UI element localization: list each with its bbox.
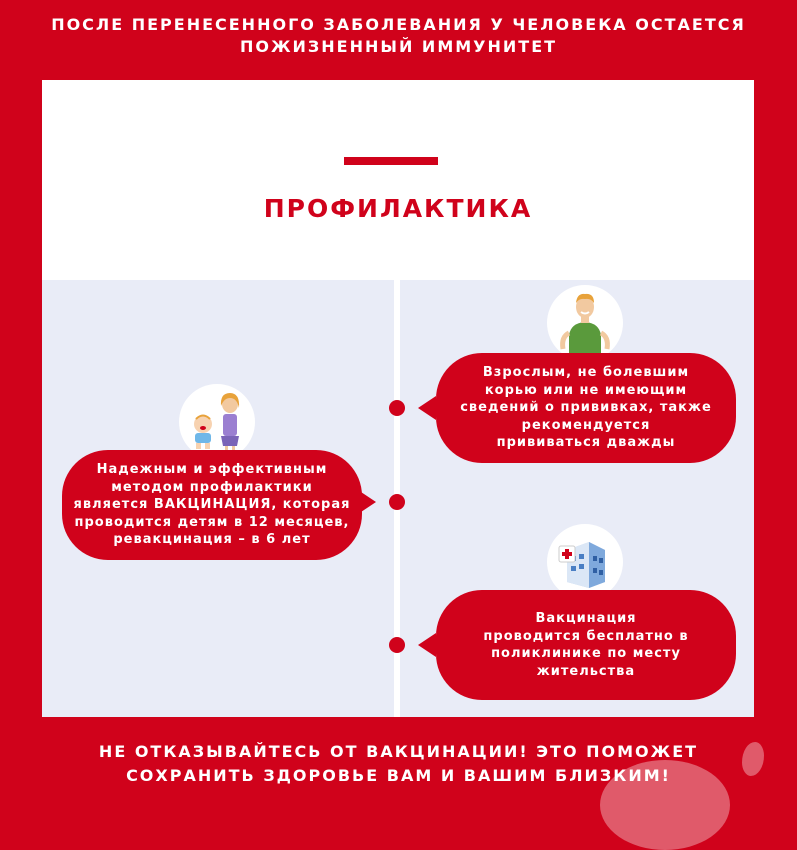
bubble-line: поликлинике по месту <box>491 646 681 661</box>
footer-line: НЕ ОТКАЗЫВАЙТЕСЬ ОТ ВАКЦИНАЦИИ! ЭТО ПОМОЖЕТ <box>98 742 699 761</box>
bubble-line: Взрослым, не болевшим <box>482 365 690 381</box>
bubble-line: методом профилактики <box>111 479 313 495</box>
bubble-line: сведений о прививках, также <box>460 400 712 416</box>
timeline-panel <box>42 280 754 717</box>
bubble-line: прививаться дважды <box>496 435 676 451</box>
bubble-line: корью или не имеющим <box>484 382 688 398</box>
timeline-dot <box>389 400 405 416</box>
header-line: ПОСЛЕ ПЕРЕНЕСЕННОГО ЗАБОЛЕВАНИЯ У ЧЕЛОВЕКА ОСТАЕТСЯ <box>51 15 746 34</box>
header-line: ПОЖИЗНЕННЫЙ ИММУНИТЕТ <box>239 37 558 56</box>
bubble-line: ревакцинация – в 6 лет <box>113 532 311 548</box>
bubble-line: рекомендуется <box>521 417 651 433</box>
info-bubble <box>62 450 362 560</box>
section-title: ПРОФИЛАКТИКА <box>263 194 533 223</box>
header-text <box>40 14 757 58</box>
adult-man-icon <box>547 285 623 361</box>
hospital-icon <box>547 524 623 600</box>
timeline-dot <box>389 494 405 510</box>
bubble-tail <box>418 396 436 420</box>
bubble-line: Надежным и эффективным <box>96 462 328 478</box>
info-bubble <box>436 590 736 700</box>
bubble-line: проводится детям в 12 месяцев, <box>74 514 350 530</box>
info-bubble <box>436 353 736 463</box>
footer-text <box>40 740 757 788</box>
bubble-line: жительства <box>536 663 636 679</box>
bubble-line: является ВАКЦИНАЦИЯ, которая <box>73 497 351 513</box>
footer-line: СОХРАНИТЬ ЗДОРОВЬЕ ВАМ И ВАШИМ БЛИЗКИМ! <box>126 766 671 785</box>
title-divider <box>344 157 438 165</box>
timeline-dot <box>389 637 405 653</box>
bubble-line: Вакцинация <box>535 611 637 626</box>
bubble-line: проводится бесплатно в <box>483 628 689 644</box>
title-panel <box>42 80 754 280</box>
bubble-tail <box>418 633 436 657</box>
mother-child-icon <box>179 384 255 460</box>
